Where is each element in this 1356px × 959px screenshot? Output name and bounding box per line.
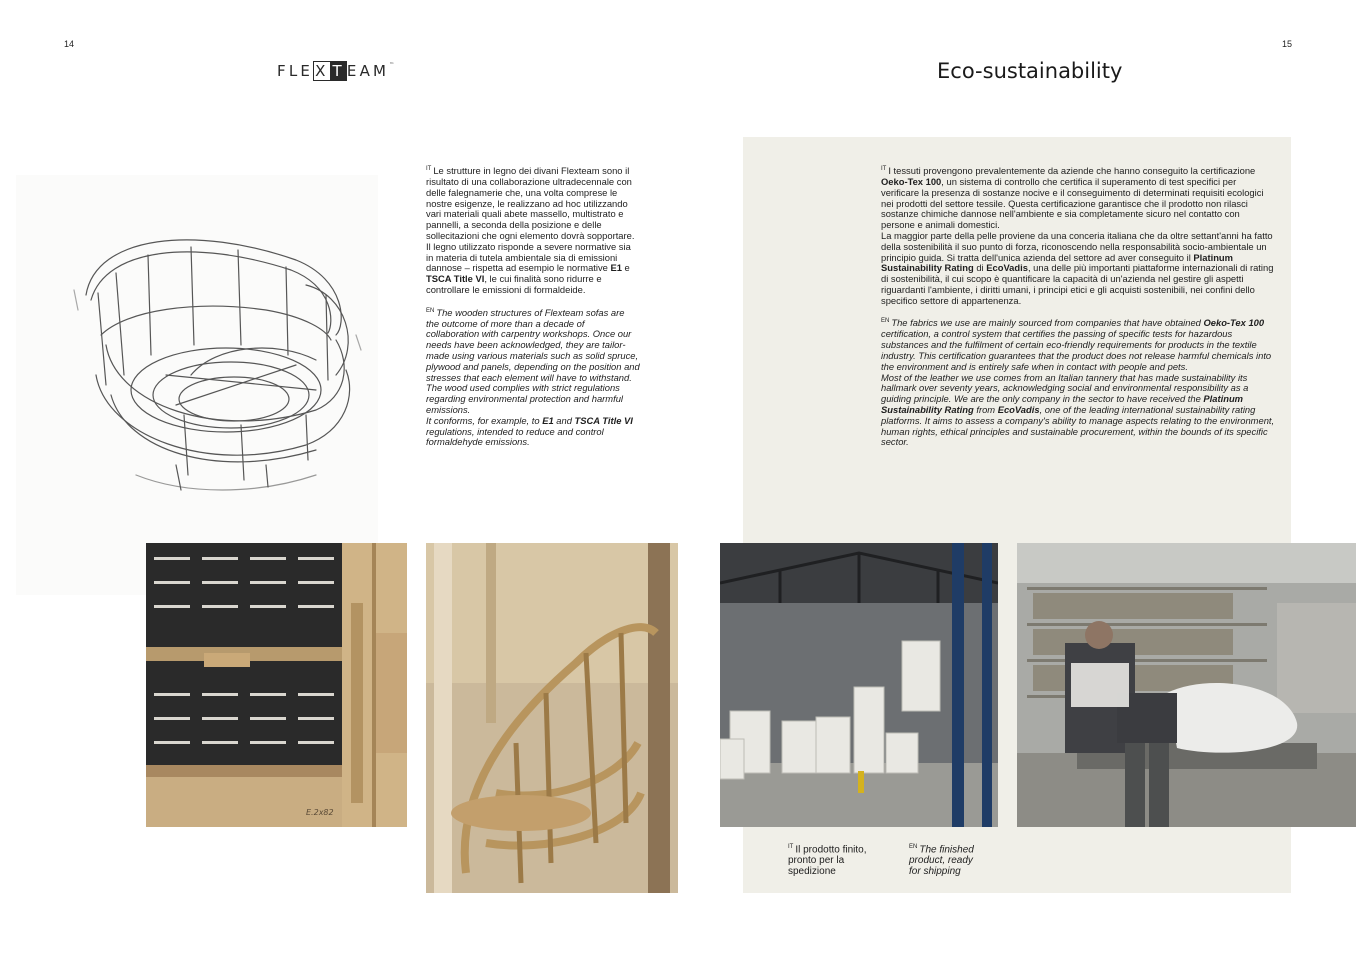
- right-en-bold-oekotex: Oeko-Tex 100: [1203, 317, 1265, 329]
- armchair-sketch: [16, 175, 378, 595]
- it-language-tag: IT: [426, 166, 432, 172]
- right-it-text-4: di: [973, 262, 987, 274]
- logo-trademark: ™: [389, 62, 395, 68]
- right-en-bold-platinum: Platinum Sustainability Rating: [881, 393, 1244, 415]
- right-text-block: [881, 164, 1275, 448]
- right-it-text-3: La maggior parte della pelle proviene da una conceria italiana che da oltre settant'anni ha fatto della sostenibilità il suo punto di forza, riconoscendo nella responsabilità socio-ambientale un principio guida. Si tratta dell'unica azienda del settore ad aver conseguito il: [881, 229, 1273, 263]
- right-en-text-5: , one of the leading international sustainability rating platforms. It aims to assess a company's ability to manage aspects relating to the environment, human rights, ethical principles and sustainable procurement, within the bounds of its specific sector.: [881, 403, 1275, 448]
- right-en-text-1: The fabrics we use are mainly sourced from companies that have obtained: [891, 317, 1204, 329]
- right-en-text-2: certification, a control system that certifies the passing of specific tests for hazardous substances and the fulfilment of certain eco-friendly requirements for products in the textile industry. This certification guarantees that the product does not release harmful chemicals into the environment and is entirely safe when in contact with people and pets.: [881, 328, 1272, 372]
- page-title: Eco-sustainability: [937, 59, 1123, 83]
- wood-frame-panel-photo: [146, 543, 407, 827]
- right-it-text-2: , un sistema di controllo che certifica il superamento di test specifici per verificare la presenza di sostanze nocive e il conseguimento di determinati requisiti ecologici nei prodotti del settore tessile. Questa certificazione garantisce che il prodotto non rilasci sostanze chimiche dannose nell'ambiente e sia completamente sicuro nel contatto con persone e animali domestici.: [881, 175, 1264, 231]
- armchair-frame-photo: [426, 543, 678, 893]
- left-english-paragraph-2: [426, 383, 640, 415]
- caption-en-line-2: product, ready: [909, 855, 973, 867]
- logo-text-fle: FLE: [277, 62, 314, 80]
- panel-handwriting: E.2x82: [306, 808, 334, 817]
- page-number-right: 15: [1282, 39, 1293, 49]
- caption-italian: [788, 842, 898, 877]
- left-en-text-3a: It conforms, for example, to: [426, 414, 543, 426]
- worker-workshop-photo: [1017, 543, 1356, 827]
- caption-it-line-1: [788, 842, 898, 855]
- caption-en-line-3: for shipping: [909, 866, 961, 878]
- left-italian-paragraph: [426, 164, 640, 296]
- warehouse-image: [720, 543, 998, 827]
- left-en-bold-tsca: TSCA Title VI: [574, 414, 633, 426]
- right-en-text-4: from: [973, 403, 998, 415]
- left-en-text-3b: regulations, intended to reduce and control formaldehyde emissions.: [426, 425, 604, 448]
- left-en-bold-e1: E1: [542, 414, 554, 426]
- left-en-text-2: The wood used complies with strict regulations regarding environmental protection and harmful emissions.: [426, 382, 623, 415]
- left-it-text-2: , le cui finalità sono ridurre e controllare le emissioni di formaldeide.: [426, 273, 602, 295]
- en-language-tag: EN: [881, 318, 890, 325]
- it-language-tag: IT: [788, 844, 794, 850]
- en-language-tag: EN: [426, 307, 435, 314]
- wood-frame-panel-image: [146, 543, 407, 827]
- caption-it-line-3: spedizione: [788, 866, 836, 878]
- right-italian-paragraph-2: [881, 231, 1275, 307]
- flexteam-logo: [277, 62, 394, 80]
- logo-text-t: T: [332, 62, 345, 80]
- left-en-and: and: [553, 414, 575, 426]
- it-language-tag: IT: [881, 166, 887, 172]
- right-italian-paragraph-1: [881, 164, 1275, 231]
- left-en-text-1: The wooden structures of Flexteam sofas are the outcome of more than a decade of collaboration with carpentry workshops. Once our needs have been acknowledged, they are tailor-made using various materials such as solid spruce, plywood and panels, depending on the position and stresses that each element will have to withstand.: [426, 306, 640, 383]
- right-english-paragraph-1: [881, 316, 1275, 372]
- armchair-frame-image: [426, 543, 678, 893]
- caption-it-text-1: Il prodotto finito,: [795, 844, 867, 856]
- right-it-bold-platinum: Platinum Sustainability Rating: [881, 251, 1233, 274]
- left-it-and: e: [621, 262, 630, 274]
- caption-en-text-1: The finished: [919, 844, 974, 856]
- left-english-paragraph-3: [426, 416, 640, 448]
- right-en-bold-ecovadis: EcoVadis: [997, 403, 1040, 415]
- logo-text-x: X: [315, 62, 329, 80]
- caption-english: [909, 842, 1009, 877]
- left-english-paragraph: [426, 306, 640, 384]
- caption-en-line-1: [909, 842, 1009, 855]
- left-it-bold-tsca: TSCA Title VI: [426, 273, 485, 285]
- right-it-bold-ecovadis: EcoVadis: [986, 262, 1028, 274]
- en-language-tag: EN: [909, 844, 918, 850]
- right-english-paragraph-2: [881, 373, 1275, 449]
- worker-workshop-image: [1017, 543, 1356, 827]
- right-it-bold-oekotex: Oeko-Tex 100: [881, 175, 942, 187]
- caption-it-line-2: pronto per la: [788, 855, 845, 867]
- warehouse-photo: [720, 543, 998, 827]
- right-it-text-5: , una delle più importanti piattaforme internazionali di rating di sostenibilità, il cui scopo è quantificare la capacità di un'azienda nel gestire gli aspetti riguardanti l'ambiente, i diritti umani, i principi etici e gli acquisti sostenibili, nei confini dello specifico settore di appartenenza.: [881, 262, 1274, 306]
- logo-text-eam: EAM: [346, 62, 390, 80]
- page-number-left: 14: [64, 39, 75, 49]
- right-en-text-3: Most of the leather we use comes from an Italian tannery that has made sustainability its hallmark over seventy years, acknowledging social and environmental responsibility as a guiding principle. We are the only company in the sector to have received the: [881, 371, 1249, 405]
- right-it-text-1: I tessuti provengono prevalentemente da aziende che hanno conseguito la certificazione: [888, 165, 1256, 177]
- left-it-bold-e1: E1: [610, 262, 622, 274]
- left-text-block: [426, 164, 640, 448]
- left-it-text-1: Le strutture in legno dei divani Flexteam sono il risultato di una collaborazione ultradecennale con delle falegnamerie che, una volta comprese le nostre esigenze, le realizzano ad hoc utilizzando vari materiali quali abete massello, multistrato e pannelli, a seconda della posizione e delle sollecitazioni che ogni elemento dovrà sopportare. Il legno utilizzato risponde a severe normative sia in materia di tutela ambientale sia di emissioni dannose – rispetta ad esempio le normative: [426, 165, 635, 274]
